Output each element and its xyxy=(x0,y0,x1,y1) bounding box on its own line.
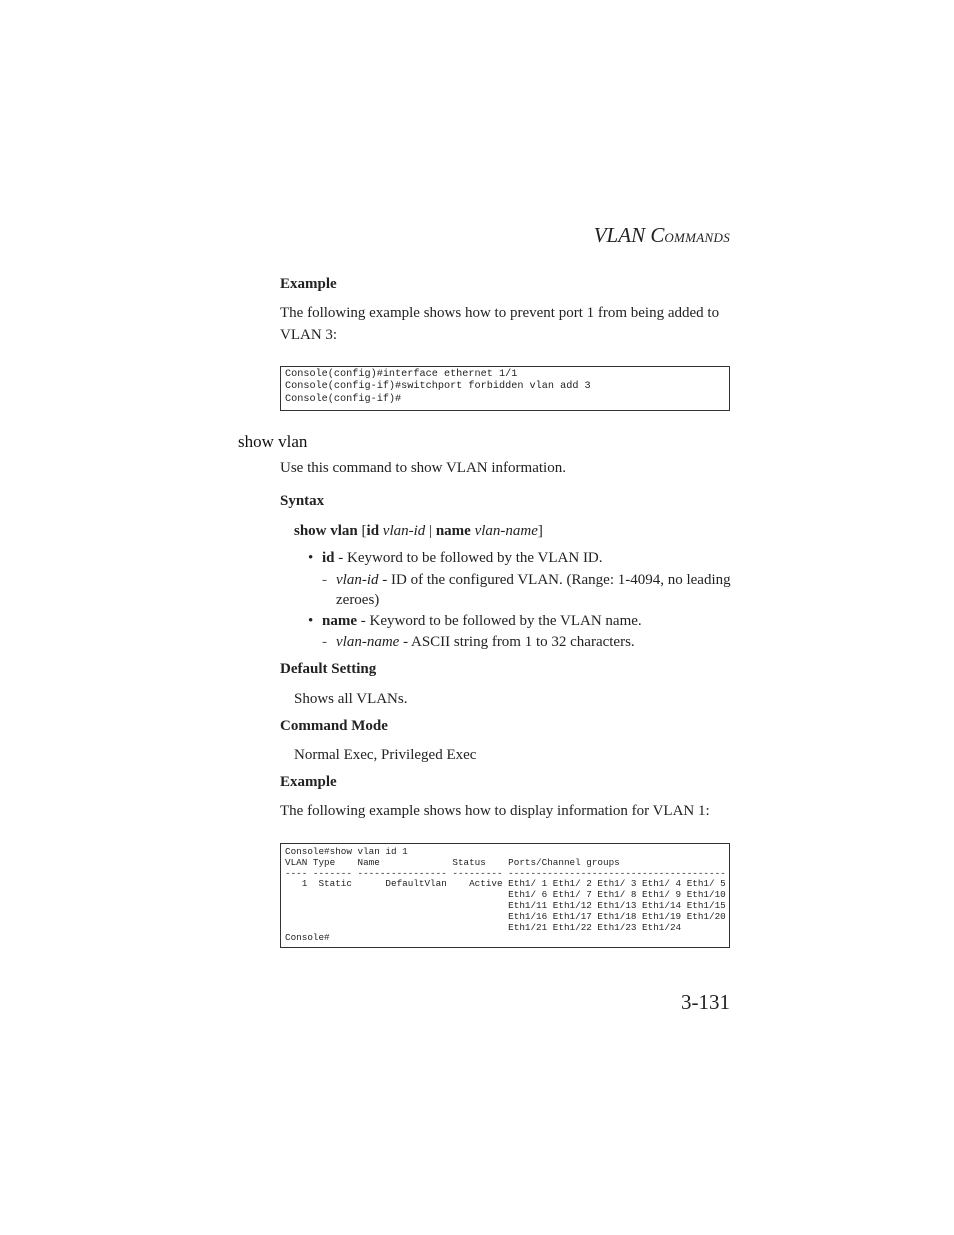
dash-icon: - xyxy=(322,572,327,588)
page-number: 3-131 xyxy=(681,990,730,1014)
sub-param-name: vlan-id xyxy=(336,572,379,588)
example-heading-top: Example xyxy=(280,276,337,292)
syntax-heading: Syntax xyxy=(280,493,325,509)
param-item-id xyxy=(308,548,732,568)
syntax-id-keyword: id xyxy=(366,523,380,539)
header-small-first: C xyxy=(650,223,665,247)
param-text: - Keyword to be followed by the VLAN ID. xyxy=(334,550,603,566)
command-mode-text: Normal Exec, Privileged Exec xyxy=(294,747,477,763)
param-sub-item-vlan-name xyxy=(322,632,732,652)
example-intro-top: The following example shows how to prevent port 1 from being added to VLAN 3: xyxy=(280,305,720,343)
code-text-example: Console#show vlan id 1 VLAN Type Name Status Ports/Channel groups ---- ------- ---------------- --------- --------------------------------------- 1 Static DefaultVlan Active Eth1/ 1 Eth1/ 2 Eth1/ 3 Eth1/ 4 Eth1/ 5 Eth1/ 6 Eth1/ 7 Eth1/ 8 Eth1/ 9 Eth1/10 Eth1/11 Eth1/12 Eth1/13 Eth1/14 Eth1/15 Eth1/16 Eth1/17 Eth1/18 Eth1/19 Eth1/20 Eth1/21 Eth1/22 Eth1/23 Eth1/24 Console# xyxy=(285,846,726,944)
command-mode-heading: Command Mode xyxy=(280,718,388,734)
bullet-icon: • xyxy=(308,613,314,629)
sub-param-text: - ID of the configured VLAN. (Range: 1-4094, no leading zeroes) xyxy=(336,572,731,608)
syntax-command: show vlan xyxy=(294,523,358,539)
sub-param-name: vlan-name xyxy=(336,634,400,650)
syntax-id-param: vlan-id xyxy=(379,523,426,539)
bullet-icon: • xyxy=(308,550,314,566)
syntax-open: [ xyxy=(357,523,367,539)
default-setting-heading: Default Setting xyxy=(280,661,377,677)
code-text-top: Console(config)#interface ethernet 1/1 Console(config-if)#switchport forbidden vlan add 3 Console(config-if)# xyxy=(285,369,591,405)
default-setting-text: Shows all VLANs. xyxy=(294,691,408,707)
param-keyword: id xyxy=(322,550,335,566)
code-block-top xyxy=(280,366,730,411)
header-main: VLAN xyxy=(593,223,646,247)
section-description: Use this command to show VLAN information. xyxy=(280,460,566,476)
sub-param-text: - ASCII string from 1 to 32 characters. xyxy=(399,634,635,650)
dash-icon: - xyxy=(322,634,327,650)
syntax-name-keyword: name xyxy=(435,523,471,539)
example-intro: The following example shows how to display information for VLAN 1: xyxy=(280,803,710,819)
running-header xyxy=(560,223,730,248)
param-sub-item-vlan-id xyxy=(322,570,732,610)
syntax-separator: | xyxy=(425,523,436,539)
header-small-rest: OMMANDS xyxy=(664,230,730,245)
param-item-name xyxy=(308,611,732,631)
syntax-name-param: vlan-name xyxy=(470,523,538,539)
param-keyword: name xyxy=(322,613,357,629)
code-block-example xyxy=(280,843,730,948)
syntax-close: ] xyxy=(537,523,543,539)
section-title: show vlan xyxy=(238,432,308,451)
syntax-line xyxy=(294,520,543,542)
example-heading: Example xyxy=(280,774,337,790)
param-text: - Keyword to be followed by the VLAN name. xyxy=(357,613,642,629)
